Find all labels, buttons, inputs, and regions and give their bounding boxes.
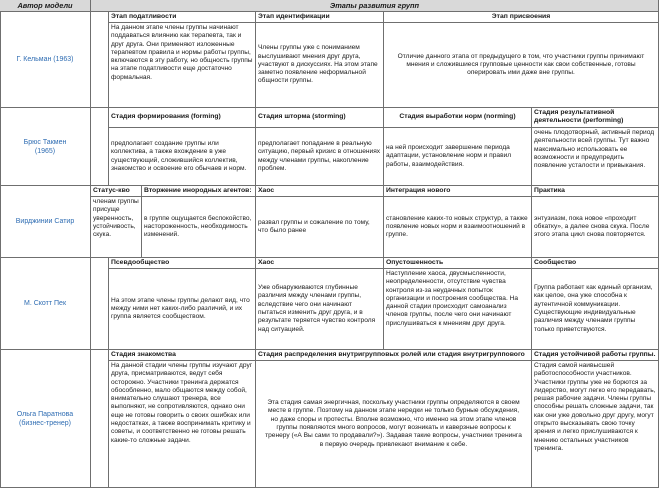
tuckman-spacer: [91, 108, 109, 186]
satir-text-status-quo: членам группы присуще уверенность, устойчивость, скука.: [91, 197, 142, 258]
kelman-text-compliance: На данном этапе члены группы начинают поддаваться влиянию как терапевта, так и друг друга. Они применяют изложенные терапевтом правила и нормы работы группы, включаются в эту работу, но общность группы на этапе податливости еще достаточно формальная.: [109, 23, 256, 108]
author-paratnova: Ольга Паратнова (бизнес-тренер): [0, 350, 91, 488]
kelman-text-internalization: Отличие данного этапа от предыдущего в том, что участники группы принимают мнения и сложившиеся групповые ценности как свои собственные, готовы оперировать ими даже вне группы.: [384, 23, 659, 108]
satir-text-chaos: развал группы и сожаление по тому, что было ранее: [256, 197, 384, 258]
tuckman-stage-norming: Стадия выработки норм (norming): [384, 108, 532, 128]
tuckman-stage-storming: Стадия шторма (storming): [256, 108, 384, 128]
paratnova-stage-stable-work: Стадия устойчивой работы группы.: [532, 350, 659, 361]
peck-text-emptiness: Наступление хаоса, двусмысленности, неопределенности, отсутствие чувства контроля из-за неудачных попыток организации и построения сообщества. На данной стадии происходит самоанализ членов группы, после чего они начинают прислушиваться к мнениям друг друга.: [384, 269, 532, 350]
peck-spacer: [91, 258, 109, 350]
tuckman-text-performing: очень плодотворный, активный период деятельности всей группы. Тут важно максимально использовать ее возможности и предупредить появление усталости и привыкания.: [532, 128, 659, 186]
paratnova-stage-acquaintance: Стадия знакомства: [109, 350, 256, 361]
tuckman-text-norming: на ней происходит завершение периода адаптации, установление норм и правил работы, взаимодействия.: [384, 128, 532, 186]
author-tuckman: Брюс Такмен (1965): [0, 108, 91, 186]
paratnova-text-acquaintance: На данной стадии члены группы изучают друг друга, присматриваются, ведут себя осторожно. Участники тренинга держатся обособленно, мало общаются между собой, внимательно слушают тренера, все выполняют, не сопротивляются, однако они еще не готовы говорить о своих ошибках или недостатках, а также воспринимать критику и советы, и соответственно не готовы решать какие-то сложные задачи.: [109, 361, 256, 488]
satir-stage-foreign-element: Вторжение инородных агентов:: [142, 186, 256, 197]
header-stages: Этапы развития групп: [91, 0, 659, 12]
author-kelman: Г. Кельман (1963): [0, 12, 91, 108]
peck-stage-pseudocommunity: Псевдообщество: [109, 258, 256, 269]
satir-stage-integration: Интеграция нового: [384, 186, 532, 197]
peck-text-pseudocommunity: На этом этапе члены группы делают вид, что между ними нет каких-либо различий, и их группа является сообществом.: [109, 269, 256, 350]
tuckman-text-storming: предполагает попадание в реальную ситуацию, первый кризис в отношениях между членами группы, накопление проблем.: [256, 128, 384, 186]
author-peck: М. Скотт Пек: [0, 258, 91, 350]
tuckman-stage-performing: Стадия результативной деятельности (performing): [532, 108, 659, 128]
tuckman-stage-forming: Стадия формирования (forming): [109, 108, 256, 128]
paratnova-text-stable-work: Стадия самой наивысшей работоспособности участников. Участники группы уже не борются за лидерство, могут легко его передавать, решая рабочие задачи. Члены группы способны решать сложные задачи, так как они уже довольно друг другу, могут открыто высказывать свою точку зрения и легко прислушиваются к мнению остальных участников тренинга.: [532, 361, 659, 488]
satir-text-practice: энтузиазм, пока новое «проходит обкатку», а далее снова скука. После этого этапа цикл снова повторяется.: [532, 197, 659, 258]
peck-stage-chaos: Хаос: [256, 258, 384, 269]
paratnova-stage-roles: Стадия распределения внутригрупповых ролей или стадия внутригруппового: [256, 350, 532, 361]
header-author: Автор модели: [0, 0, 91, 12]
kelman-stage-identification: Этап идентификации: [256, 12, 384, 23]
peck-text-chaos: Уже обнаруживаются глубинные различия между членами группы, вследствие чего они начинают пытаться изменить друг друга, и в результате теряется чувство контроля над ситуацией.: [256, 269, 384, 350]
kelman-stage-internalization: Этап присвоения: [384, 12, 659, 23]
satir-stage-status-quo: Статус-кво: [91, 186, 142, 197]
satir-stage-practice: Практика: [532, 186, 659, 197]
kelman-text-identification: Члены группы уже с пониманием выслушивают мнения друг друга, участвуют в дискуссиях. На этом этапе заметно появление неформальной общности группы.: [256, 23, 384, 108]
tuckman-text-forming: предполагает создание группы или коллектива, а также вхождение в уже существующий, сложившийся коллектив, знакомство и освоение его обычаев и норм.: [109, 128, 256, 186]
peck-text-community: Группа работает как единый организм, как целое, она уже способна к аутентичной коммуникации. Существующие индивидуальные различия между членами группы только приветствуются.: [532, 269, 659, 350]
kelman-spacer: [91, 12, 109, 108]
peck-stage-community: Сообщество: [532, 258, 659, 269]
author-satir: Вирджинии Сатир: [0, 186, 91, 258]
satir-text-integration: становление каких-то новых структур, а также появление новых норм и взаимоотношений в группе.: [384, 197, 532, 258]
kelman-stage-compliance: Этап податливости: [109, 12, 256, 23]
peck-stage-emptiness: Опустошенность: [384, 258, 532, 269]
satir-text-foreign-element: в группе ощущается беспокойство, настороженность, необходимость изменений.: [142, 197, 256, 258]
paratnova-spacer: [91, 350, 109, 488]
paratnova-text-roles: Эта стадия самая энергичная, поскольку участники группы определяются в своем месте в группе. Поэтому на данном этапе нередки не только бурные обсуждения, но даже споры и протесты. Вполне возможно, что именно на этом этапе членов группы появляются много вопросов, могут возникать и каверзные вопросы к тренеру («А Вы сами то продавали?»). Задавая такие вопросы, участники тренинга в первую очередь привлекают внимание к себе.: [256, 361, 532, 488]
satir-stage-chaos: Хаос: [256, 186, 384, 197]
